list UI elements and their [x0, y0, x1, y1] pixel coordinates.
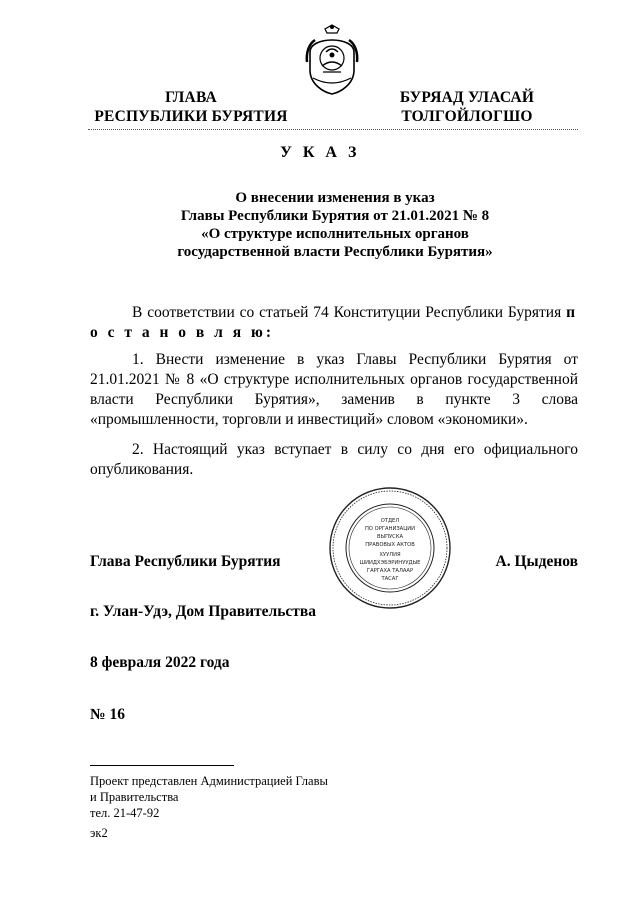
issuer-heading-russian-line2: РЕСПУБЛИКИ БУРЯТИЯ	[94, 108, 288, 125]
seal-line: ТАСАГ	[381, 576, 399, 582]
executor-code: эк2	[90, 826, 108, 840]
clause-2-paragraph	[90, 440, 578, 480]
footnote-phone: тел. 21-47-92	[90, 806, 160, 820]
seal-line: ОТДЕЛ	[380, 518, 400, 524]
title-line2: Главы Республики Бурятия от 21.01.2021 № 8	[180, 208, 490, 224]
document-type: У К А З	[280, 144, 360, 161]
clause-1-paragraph	[90, 350, 578, 430]
clause-2-text: 2. Настоящий указ вступает в силу со дня его официального опубликования.	[90, 441, 578, 478]
seal-line: ВЫПУСКА	[376, 534, 404, 540]
signatory-title: Глава Республики Бурятия	[90, 553, 281, 570]
seal-line: ШИИДХЭБЭРИНУУДЫЕ	[359, 560, 421, 566]
footnote-divider	[90, 765, 234, 766]
title-line3: «О структуре исполнительных органов	[201, 226, 469, 242]
document-title	[130, 189, 540, 261]
title-line1: О внесении изменения в указ	[235, 190, 435, 206]
issue-place: г. Улан-Удэ, Дом Правительства	[90, 603, 317, 620]
decree-verb: п о с т а н о в л я ю:	[90, 304, 578, 341]
buryatia-coat-of-arms-icon	[301, 22, 363, 96]
seal-line: ПО ОРГАНИЗАЦИИ	[364, 526, 416, 532]
footnote	[90, 773, 328, 821]
seal-line: ПРАВОВЫХ АКТОВ	[365, 542, 415, 548]
signatory-name: А. Цыденов	[495, 553, 578, 570]
header-divider	[88, 129, 578, 130]
seal-line: ГАРГАХА ТАЛААР	[366, 568, 414, 574]
issuer-heading-buryat-line1: БУРЯАД УЛАСАЙ	[399, 89, 535, 106]
preamble-text: В соответствии со статьей 74 Конституции Республики Бурятия	[132, 304, 567, 321]
title-line4: государственной власти Республики Бурятия»	[177, 244, 493, 260]
issuer-heading-buryat	[362, 88, 572, 126]
issuer-heading-russian	[78, 88, 304, 126]
clause-1-text: 1. Внести изменение в указ Главы Республики Бурятия от 21.01.2021 № 8 «О структуре исполнительных органов государственной власти Республики Бурятия», заменив в пункте 3 слова «промышленности, торговли и инвестиций» словом «экономики».	[90, 351, 578, 428]
decree-number: № 16	[90, 706, 125, 723]
footnote-line1: Проект представлен Администрацией Главы	[90, 774, 328, 788]
issue-date: 8 февраля 2022 года	[90, 654, 230, 671]
seal-line: ХУУЛИЯ	[379, 552, 401, 558]
footnote-line2: и Правительства	[90, 790, 179, 804]
official-round-seal-icon	[328, 486, 452, 610]
issuer-heading-russian-line1: ГЛАВА	[165, 89, 217, 106]
preamble-paragraph	[90, 303, 578, 343]
issuer-heading-buryat-line2: ТОЛГОЙЛОГШО	[401, 108, 533, 125]
